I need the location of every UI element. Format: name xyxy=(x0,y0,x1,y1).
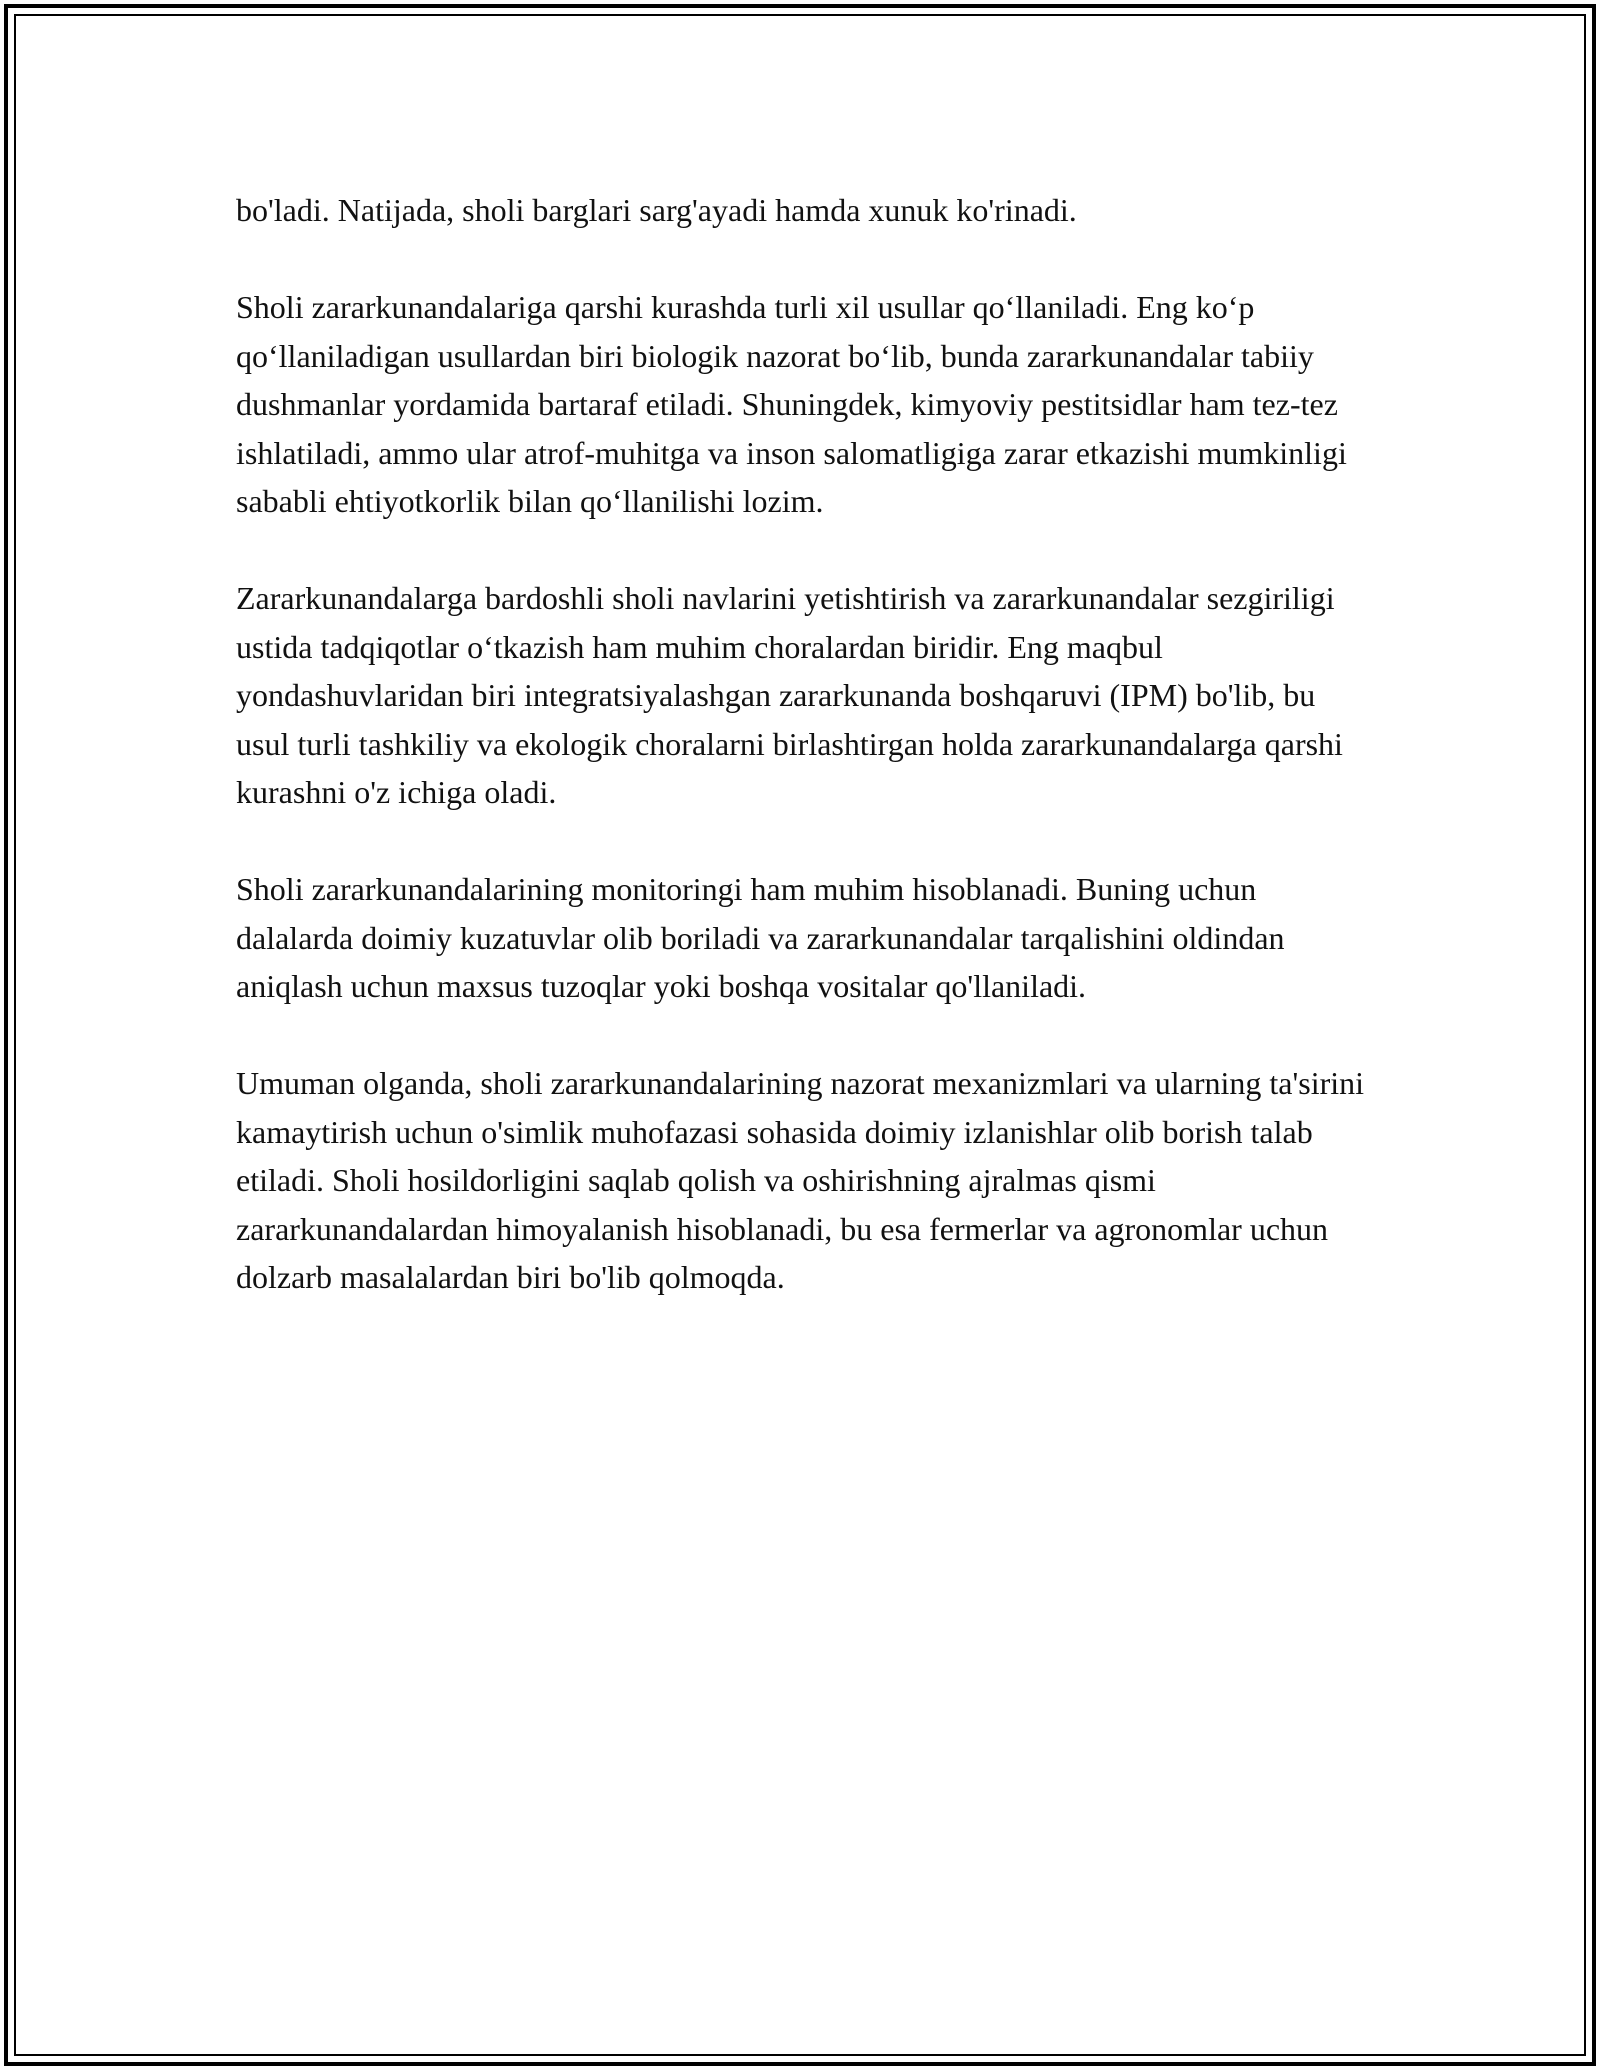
paragraph-2: Sholi zararkunandalariga qarshi kurashda turli xil usullar qo‘llaniladi. Eng ko‘p qo‘llaniladigan usullardan biri biologik nazorat bo‘lib, bunda zararkunandalar tabiiy dushmanlar yordamida bartaraf etiladi. Shuningdek, kimyoviy pestitsidlar ham tez-tez ishlatiladi, ammo ular atrof-muhitga va inson salomatligiga zarar etkazishi mumkinligi sababli ehtiyotkorlik bilan qo‘llanilishi lozim. xyxy=(236,289,1347,519)
paragraph-4: Sholi zararkunandalarining monitoringi ham muhim hisoblanadi. Buning uchun dalalarda doimiy kuzatuvlar olib boriladi va zararkunandalar tarqalishini oldindan aniqlash uchun maxsus tuzoqlar yoki boshqa vositalar qo'llaniladi. xyxy=(236,871,1285,1004)
document-body xyxy=(236,186,1366,1350)
paragraph-3: Zararkunandalarga bardoshli sholi navlarini yetishtirish va zararkunandalar sezgiriligi ustida tadqiqotlar o‘tkazish ham muhim choralardan biridir. Eng maqbul yondashuvlaridan biri integratsiyalashgan zararkunanda boshqaruvi (IPM) bo'lib, bu usul turli tashkiliy va ekologik choralarni birlashtirgan holda zararkunandalarga qarshi kurashni o'z ichiga oladi. xyxy=(236,580,1343,810)
paragraph-1: bo'ladi. Natijada, sholi barglari sarg'ayadi hamda xunuk ko'rinadi. xyxy=(236,192,1077,228)
paragraph-5: Umuman olganda, sholi zararkunandalarining nazorat mexanizmlari va ularning ta'sirini kamaytirish uchun o'simlik muhofazasi sohasida doimiy izlanishlar olib borish talab etiladi. Sholi hosildorligini saqlab qolish va oshirishning ajralmas qismi zararkunandalardan himoyalanish hisoblanadi, bu esa fermerlar va agronomlar uchun dolzarb masalalardan biri bo'lib qolmoqda. xyxy=(236,1065,1365,1295)
